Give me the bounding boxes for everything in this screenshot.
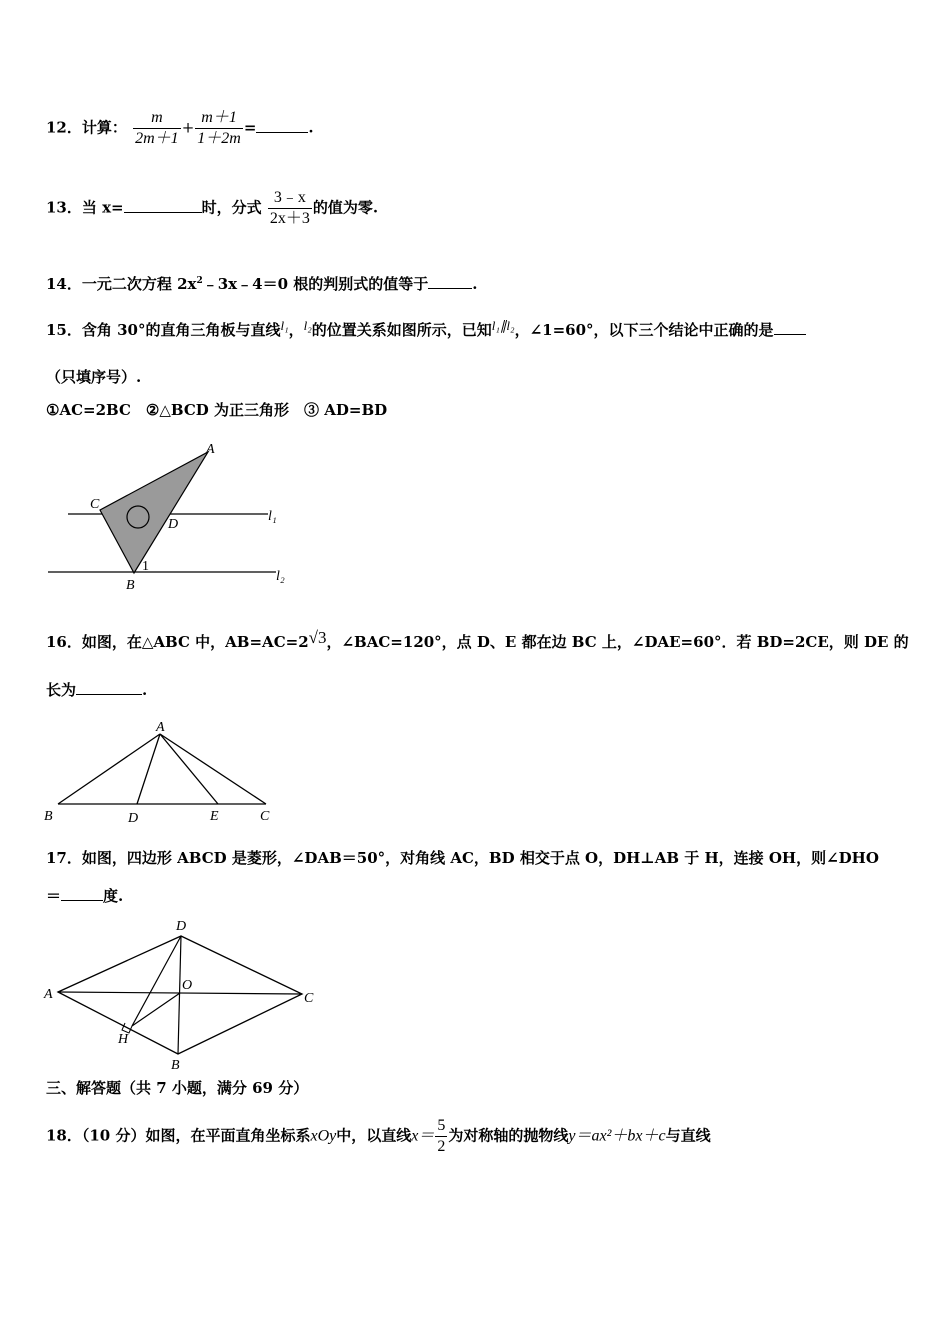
q12-frac1-denominator: 2m＋1: [135, 130, 179, 147]
answer-blank: [256, 118, 308, 133]
label-B: B: [171, 1058, 180, 1070]
q15-line2: （只填序号）.: [46, 368, 142, 386]
answer-blank: [76, 680, 142, 695]
label-A: A: [156, 720, 165, 735]
q16-text2: ，∠BAC=120°，点 D、E 都在边 BC 上，∠DAE=60°．若 BD=2CE，则 DE 的: [326, 633, 909, 651]
q16-text1: 如图，在△ABC 中，AB=AC=2: [81, 633, 309, 651]
q12-frac1-numerator: m: [133, 108, 181, 129]
label-A: A: [44, 987, 53, 1002]
segment-DH: [132, 936, 181, 1026]
q18-text2: 中，以直线: [336, 1126, 412, 1145]
label-l1: l₁: [268, 509, 277, 524]
answer-blank: [428, 274, 472, 289]
question-16: [46, 628, 909, 652]
q18-text4: 与直线: [665, 1126, 711, 1145]
q12-fraction-2: [195, 108, 243, 149]
q16-sqrt: √3: [308, 628, 327, 647]
q15-text2: 的位置关系如图所示，已知: [311, 321, 492, 339]
q16-number: 16．: [46, 633, 82, 651]
answer-blank: [124, 198, 202, 213]
question-13: [46, 188, 378, 229]
question-17-line2: [46, 886, 123, 906]
q12-frac2-numerator: m＋1: [195, 108, 243, 129]
label-B: B: [44, 809, 53, 824]
segment-AB: [58, 734, 160, 804]
q13-text1: 当 x=: [81, 198, 124, 217]
triangle-plate: [100, 452, 208, 573]
q17-line2a: ＝: [46, 887, 62, 905]
q13-numerator: 3﹣x: [268, 188, 312, 209]
q18-number: 18．: [46, 1126, 82, 1145]
q14-number: 14．: [46, 275, 82, 293]
q15-parallel: l₁∥l₂: [491, 318, 515, 333]
q13-text3: 的值为零.: [312, 198, 379, 217]
q14-text1: 一元二次方程 2x: [81, 275, 197, 293]
label-C: C: [304, 991, 314, 1006]
question-16-line2: [46, 680, 147, 700]
q17-text1: 如图，四边形 ABCD 是菱形，∠DAB＝50°，对角线 AC，BD 相交于点 O，DH⊥AB 于 H，连接 OH，则∠DHO: [81, 849, 879, 867]
q12-end: .: [308, 118, 314, 137]
label-A: A: [206, 442, 215, 457]
q12-fraction-1: [133, 108, 181, 149]
diagonal-BD: [178, 936, 181, 1054]
label-D: D: [128, 811, 139, 826]
q12-frac2-denominator: 1＋2m: [197, 130, 241, 147]
segment-AE: [160, 734, 218, 804]
question-12: [46, 108, 314, 149]
label-E: E: [210, 809, 219, 824]
question-14: [46, 271, 477, 294]
q12-plus: +: [181, 118, 195, 137]
q15-figure: [40, 440, 300, 595]
q14-superscript: 2: [196, 276, 203, 286]
label-H: H: [118, 1032, 129, 1047]
q18-x-eq: x＝: [411, 1127, 435, 1145]
question-15: [46, 316, 806, 340]
label-l2: l₂: [276, 569, 285, 584]
segment-OH: [132, 993, 180, 1026]
question-18: [46, 1116, 711, 1157]
segment-AC: [160, 734, 266, 804]
q16-line2: 长为: [46, 681, 77, 699]
label-D: D: [176, 919, 187, 934]
q15-l1: l₁: [280, 318, 289, 333]
q13-number: 13．: [46, 198, 82, 217]
q18-formula: y＝ax²＋bx＋c: [568, 1127, 666, 1145]
q15-text3: ，∠1=60°，以下三个结论中正确的是: [514, 321, 774, 339]
q18-xoy: xOy: [310, 1127, 337, 1145]
question-17: [46, 848, 879, 868]
answer-blank: [774, 320, 806, 335]
label-C: C: [90, 497, 100, 512]
q12-label: 计算：: [81, 118, 127, 137]
q18-denominator: 2: [437, 1138, 446, 1155]
segment-AD: [137, 734, 160, 804]
q12-equals: =: [243, 118, 257, 137]
q18-numerator: 5: [435, 1116, 447, 1137]
q17-figure: [36, 912, 326, 1070]
q13-text2: 时，分式: [201, 198, 262, 217]
label-O: O: [182, 978, 193, 993]
label-D: D: [168, 517, 179, 532]
label-B: B: [126, 578, 135, 593]
q15-number: 15．: [46, 321, 82, 339]
q18-fraction: [435, 1116, 447, 1157]
q16-figure: [40, 716, 290, 828]
q14-end: .: [472, 275, 478, 293]
q15-l2: l₂: [303, 318, 312, 333]
q18-text1: （10 分）如图，在平面直角坐标系: [81, 1126, 311, 1145]
label-angle-1: 1: [142, 559, 149, 574]
q15-comma: ，: [288, 321, 304, 339]
label-C: C: [260, 809, 270, 824]
q15-text1: 含角 30°的直角三角板与直线: [81, 321, 281, 339]
q18-text3: 为对称轴的抛物线: [448, 1126, 569, 1145]
q17-line2b: 度.: [103, 887, 124, 905]
q14-text2: ﹣3x﹣4＝0 根的判别式的值等于: [202, 275, 429, 293]
q17-number: 17．: [46, 849, 82, 867]
q12-number: 12．: [46, 118, 82, 137]
q13-denominator: 2x＋3: [269, 210, 310, 227]
q15-options: ①AC=2BC ②△BCD 为正三角形 ③ AD=BD: [46, 401, 388, 419]
section-title: 三、解答题（共 7 小题，满分 69 分）: [46, 1079, 309, 1097]
q16-end: .: [142, 681, 148, 699]
answer-blank: [61, 886, 103, 901]
q13-fraction: [268, 188, 312, 229]
